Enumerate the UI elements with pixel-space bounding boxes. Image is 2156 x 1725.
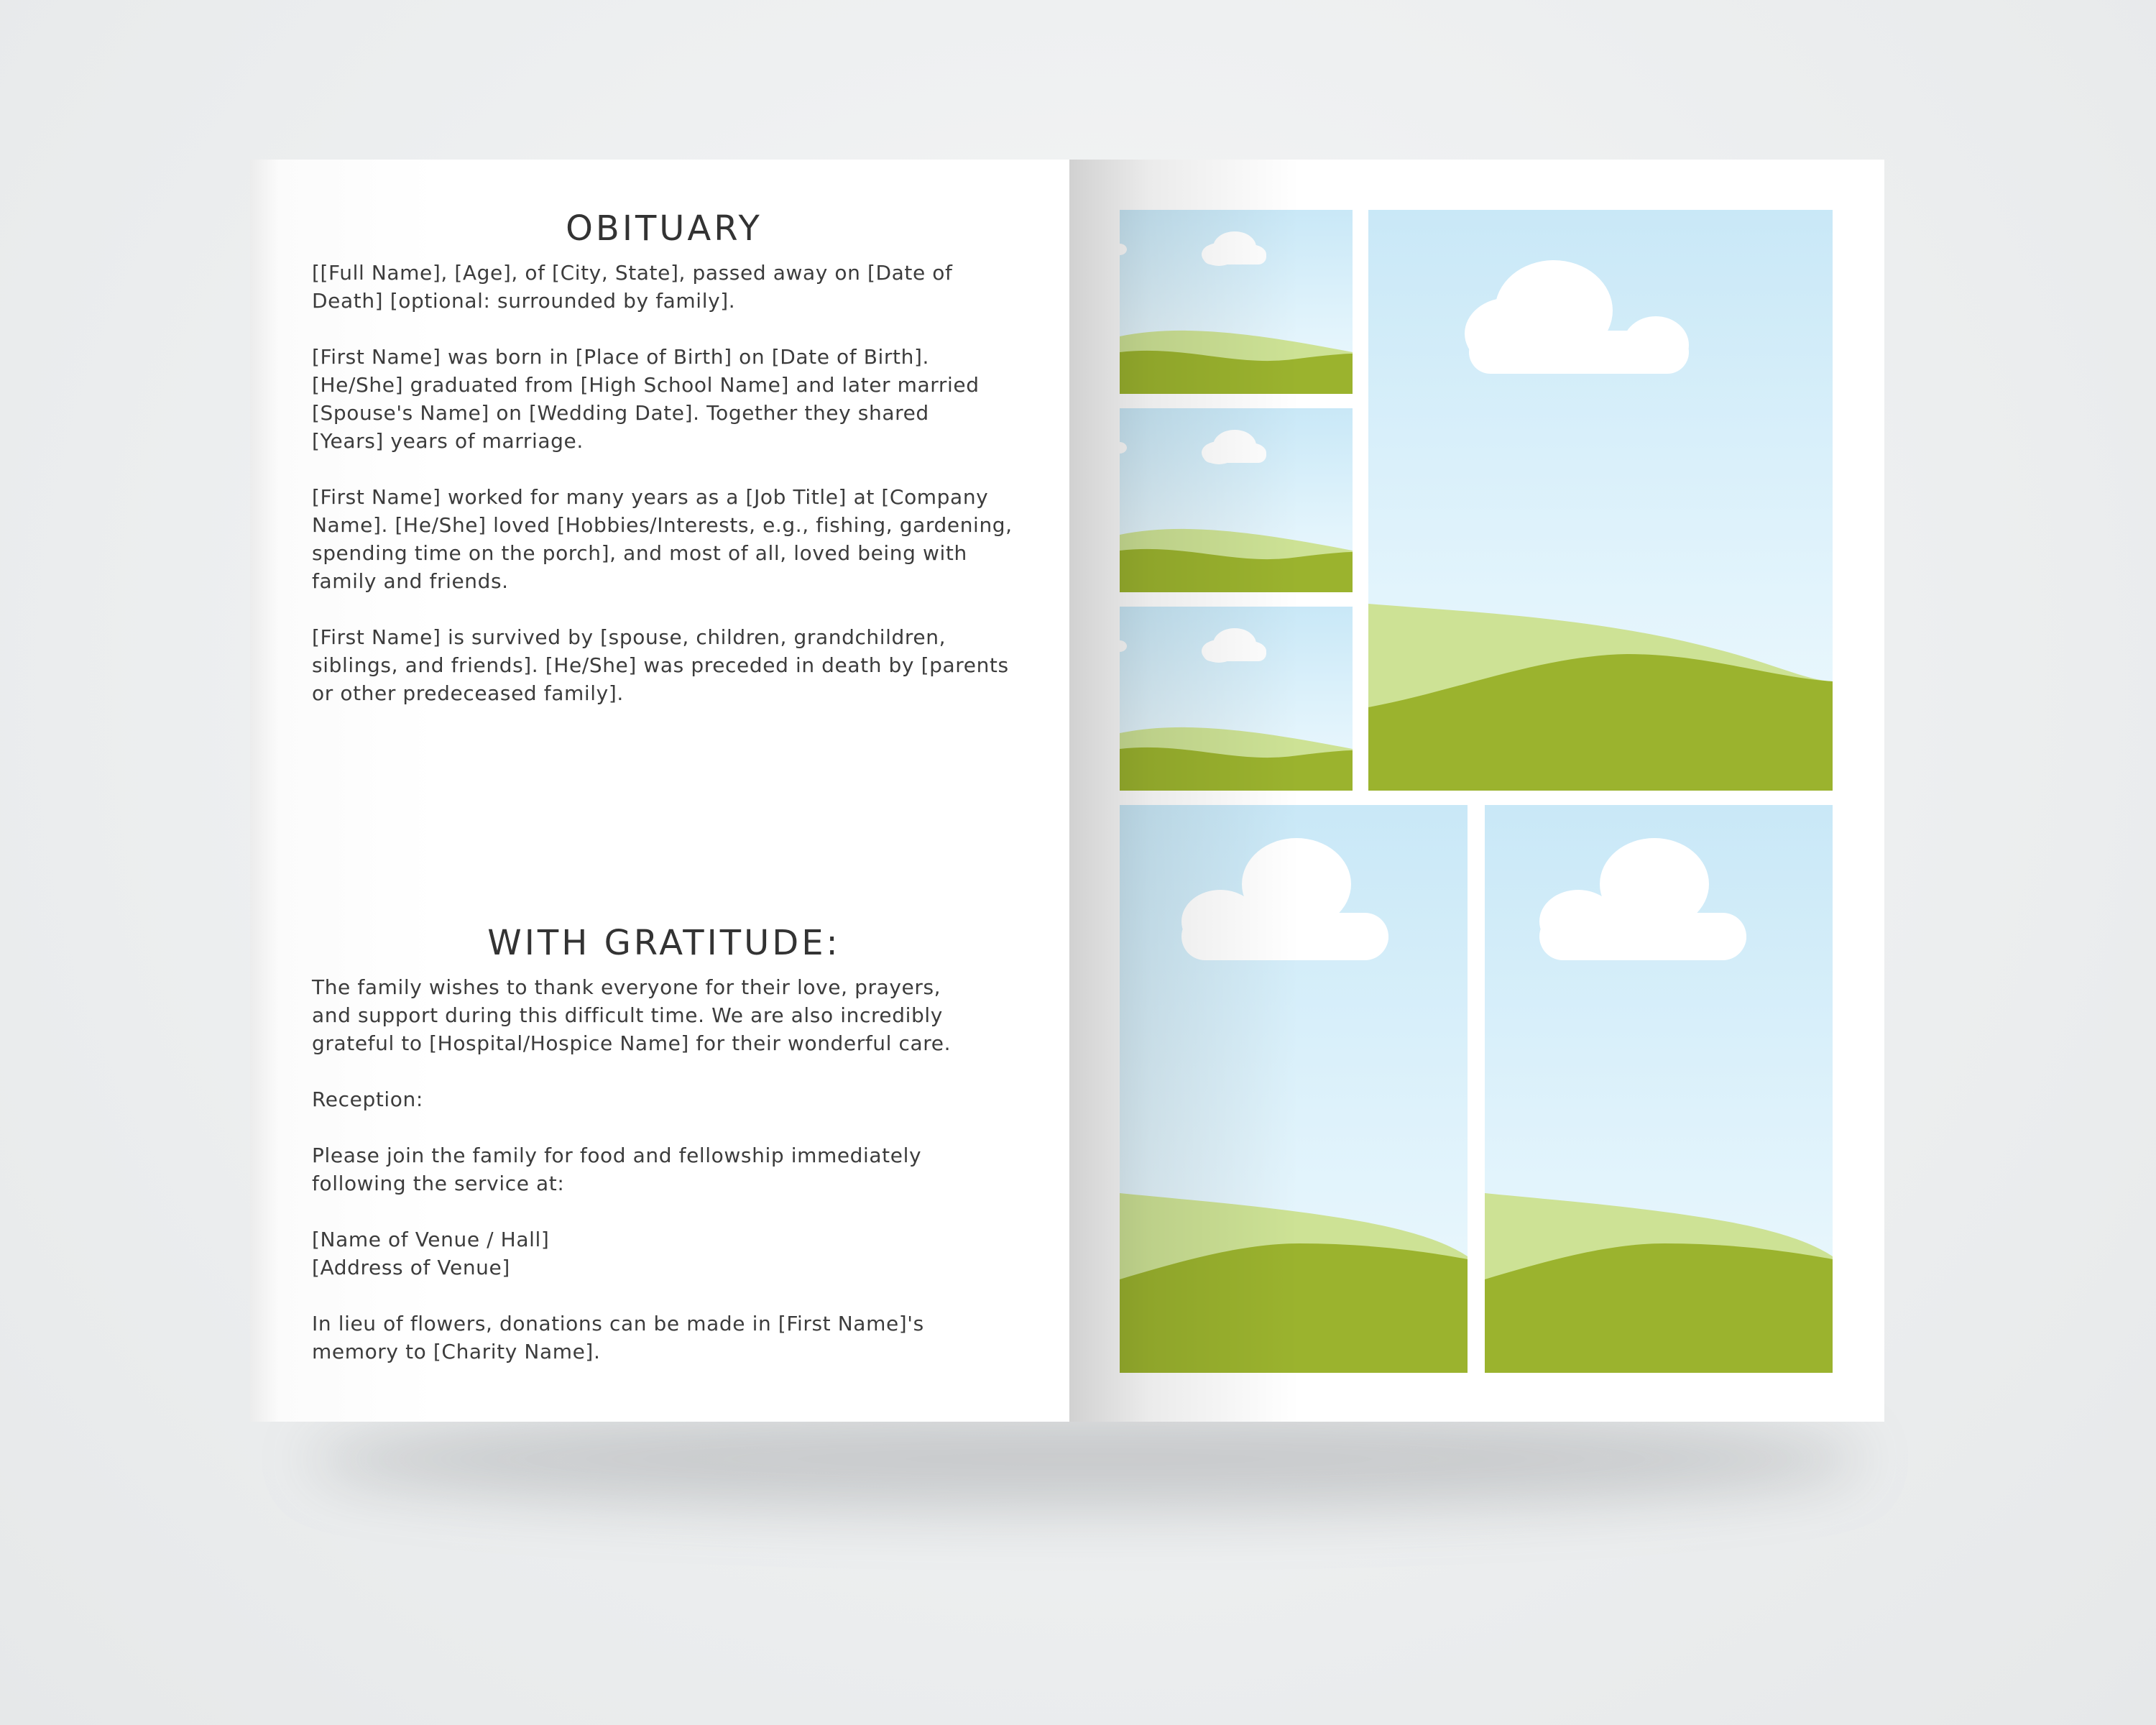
booklet-shadow [309, 1409, 1861, 1509]
right-page [1069, 160, 1884, 1422]
reception-heading: Reception: [312, 1087, 423, 1111]
gratitude-paragraph-2: Please join the family for food and fellowship immediately following the service at: [312, 1144, 922, 1195]
gratitude-paragraph-1: The family wishes to thank everyone for their love, prayers, and support during this difficult time. We are also incredibly grateful to [Hospital/Hospice Name] for their wonderful care. [312, 975, 952, 1055]
obituary-title: OBITUARY [566, 208, 763, 249]
landscape-placeholder-icon [1120, 210, 1353, 394]
photo-bottom-left[interactable] [1120, 805, 1468, 1373]
landscape-placeholder-icon [1368, 210, 1833, 791]
photo-large[interactable] [1368, 210, 1833, 791]
obituary-paragraph-3: [First Name] worked for many years as a [Job Title] at [Company Name]. [He/She] loved [Hobbies/Interests, e.g., fishing, gardening, spending time on the porch], and most of all, loved being with family and friends. [312, 485, 1013, 593]
photo-small-3[interactable] [1120, 607, 1353, 791]
photo-small-1[interactable] [1120, 210, 1353, 394]
obituary-paragraph-4: [First Name] is survived by [spouse, children, grandchildren, siblings, and friends]. [He/She] was preceded in death by [parents or other predeceased family]. [312, 625, 1009, 705]
obituary-section [312, 208, 1016, 735]
landscape-placeholder-icon [1120, 805, 1468, 1373]
donation-note: In lieu of flowers, donations can be made in [First Name]'s memory to [Charity Name]. [312, 1312, 924, 1363]
gratitude-section [312, 923, 1016, 1394]
obituary-paragraph-2: [First Name] was born in [Place of Birth] on [Date of Birth]. [He/She] graduated from [High School Name] and later married [Spouse's Name] on [Wedding Date]. Together they shared [Years] years of marriage. [312, 345, 980, 453]
photo-bottom-right[interactable] [1485, 805, 1833, 1373]
venue-details: [Name of Venue / Hall] [Address of Venue] [312, 1228, 550, 1279]
landscape-placeholder-icon [1120, 607, 1353, 791]
left-page [250, 160, 1069, 1422]
landscape-placeholder-icon [1120, 408, 1353, 592]
obituary-paragraph-1: [[Full Name], [Age], of [City, State], passed away on [Date of Death] [optional: surrounded by family]. [312, 261, 953, 313]
photo-small-2[interactable] [1120, 408, 1353, 592]
landscape-placeholder-icon [1485, 805, 1833, 1373]
gratitude-title: WITH GRATITUDE: [487, 923, 841, 963]
